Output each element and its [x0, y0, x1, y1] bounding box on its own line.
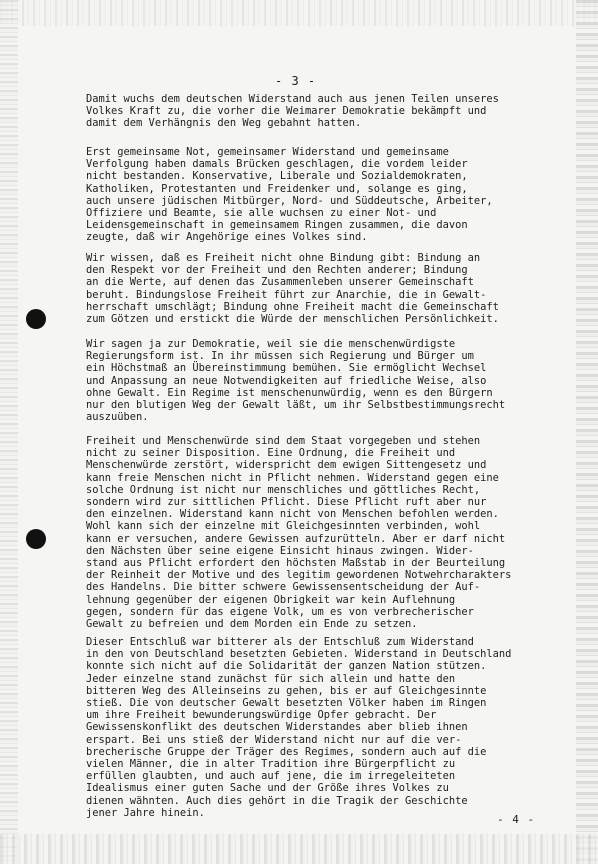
paragraph: Damit wuchs dem deutschen Widerstand auch aus jenen Teilen unseres Volkes Kraft zu, die vorher die Weimarer Demokratie bekämpft und damit dem Verhängnis den Weg gebahnt hatten. [86, 93, 499, 130]
paragraph: Erst gemeinsame Not, gemeinsamer Widerstand und gemeinsame Verfolgung haben damals Brücken geschlagen, die vordem leider nicht bestanden. Konservative, Liberale und Sozialdemokraten, Katholiken, Protestanten und Freidenker und, solange es ging, auch unsere jüdischen Mitbürger, Nord- und Süddeutsche, Arbeiter, Offiziere und Beamte, sie alle wuchsen zu einer Not- und Leidensgemeinschaft in gemeinsamem Ringen zusammen, die davon zeugte, daß wir Angehörige eines Volkes sind. [86, 146, 493, 244]
paragraph: Freiheit und Menschenwürde sind dem Staat vorgegeben und stehen nicht zu seiner Disposition. Eine Ordnung, die Freiheit und Menschenwürde zerstört, widerspricht dem ewigen Sittengesetz und kann freie Menschen nicht in Pflicht nehmen. Widerstand gegen eine solche Ordnung ist nicht nur menschliches und göttliches Recht, sondern wird zur sittlichen Pflicht. Diese Pflicht ruft aber nur den einzelnen. Widerstand kann nicht von Menschen befohlen werden. Wohl kann sich der einzelne mit Gleichgesinnten verbinden, wohl kann er versuchen, andere Gewissen aufzurütteln. Aber er darf nicht den Nächsten über seine eigene Einsicht hinaus zwingen. Wider- stand aus Pflicht erfordert den höchsten Maßstab in der Beurteilung der Reinheit der Motive und des legitim gewordenen Notwehrcharakters des Handelns. Die bitter schwere Gewissensentscheidung der Auf- lehnung gegenüber der eigenen Obrigkeit war kein Auflehnung gegen, sondern für das eigene Volk, um es von verbrecherischer Gewalt zu befreien und dem Morden ein Ende zu setzen. [86, 435, 512, 631]
punch-hole-upper [26, 309, 46, 329]
page-number: - 3 - [275, 74, 317, 88]
paragraph: Wir wissen, daß es Freiheit nicht ohne Bindung gibt: Bindung an den Respekt vor der Freiheit und den Rechten anderer; Bindung an die Werte, auf denen das Zusammenleben unserer Gemeinschaft beruht. Bindungslose Freiheit führt zur Anarchie, die in Gewalt- herrschaft umschlägt; Bindung ohne Freiheit macht die Gemeinschaft zum Götzen und erstickt die Würde der menschlichen Persönlichkeit. [86, 252, 499, 326]
paragraph: Dieser Entschluß war bitterer als der Entschluß zum Widerstand in den von Deutschland besetzten Gebieten. Widerstand in Deutschland konnte sich nicht auf die Solidarität der ganzen Nation stützen. Jeder einzelne stand zunächst für sich allein und hatte den bitteren Weg des Alleinseins zu gehen, bis er auf Gleichgesinnte stieß. Die von deutscher Gewalt besetzten Völker haben im Ringen um ihre Freiheit bewunderungswürdige Opfer gebracht. Der Gewissenskonflikt des deutschen Widerstandes aber blieb ihnen erspart. Bei uns stieß der Widerstand nicht nur auf die ver- brecherische Gruppe der Träger des Regimes, sondern auch auf die vielen Männer, die in alter Tradition ihre Bürgerpflicht zu erfüllen glaubten, und auch auf jene, die im irregeleiteten Idealismus einer guten Sache und der Größe ihres Volkes zu dienen wähnten. Auch dies gehört in die Tragik der Geschichte jener Jahre hinein. [86, 636, 512, 819]
scan-noise-right [576, 0, 598, 864]
continuation-marker: - 4 - [497, 813, 536, 826]
punch-hole-lower [26, 529, 46, 549]
scan-noise-bottom [0, 834, 598, 864]
paragraph: Wir sagen ja zur Demokratie, weil sie die menschenwürdigste Regierungsform ist. In ihr müssen sich Regierung und Bürger um ein Höchstmaß an Übereinstimmung bemühen. Sie ermöglicht Wechsel und Anpassung an neue Notwendigkeiten auf friedliche Weise, also ohne Gewalt. Ein Regime ist menschenunwürdig, wenn es den Bürgern nur den blutigen Weg der Gewalt läßt, um ihr Selbstbestimmungsrecht auszuüben. [86, 338, 506, 424]
scan-noise-left [0, 0, 18, 864]
scan-noise-top [0, 0, 598, 26]
